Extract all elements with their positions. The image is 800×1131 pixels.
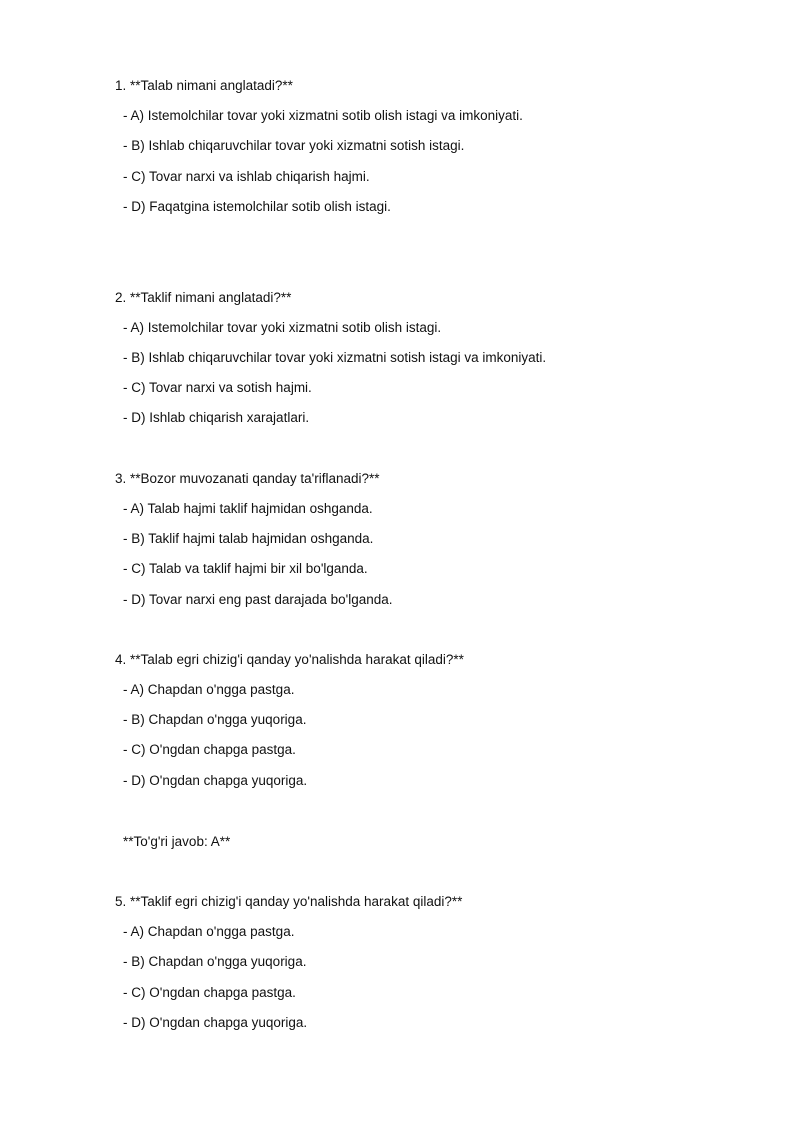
question-4-option-d: - D) O'ngdan chapga yuqoriga.: [123, 773, 308, 788]
question-4-option-c: - C) O'ngdan chapga pastga.: [123, 742, 296, 757]
question-3-option-a: - A) Talab hajmi taklif hajmidan oshganda.: [123, 501, 373, 516]
question-3-option-b: - B) Taklif hajmi talab hajmidan oshganda.: [123, 531, 374, 546]
question-4-option-a: - A) Chapdan o'ngga pastga.: [123, 682, 295, 697]
question-3-title: 3. **Bozor muvozanati qanday ta'riflanadi?**: [115, 471, 380, 486]
question-4-correct-answer: **To'g'ri javob: A**: [123, 834, 231, 849]
question-1-option-c: - C) Tovar narxi va ishlab chiqarish hajmi.: [123, 169, 370, 184]
question-1-option-d: - D) Faqatgina istemolchilar sotib olish istagi.: [123, 199, 391, 214]
question-4-option-b: - B) Chapdan o'ngga yuqoriga.: [123, 712, 307, 727]
question-1-option-b: - B) Ishlab chiqaruvchilar tovar yoki xizmatni sotish istagi.: [123, 138, 465, 153]
question-2-title: 2. **Taklif nimani anglatadi?**: [115, 290, 292, 305]
question-5-option-d: - D) O'ngdan chapga yuqoriga.: [123, 1015, 308, 1030]
question-2-option-d: - D) Ishlab chiqarish xarajatlari.: [123, 410, 310, 425]
question-5-option-a: - A) Chapdan o'ngga pastga.: [123, 924, 295, 939]
question-5-option-c: - C) O'ngdan chapga pastga.: [123, 985, 296, 1000]
question-5-option-b: - B) Chapdan o'ngga yuqoriga.: [123, 954, 307, 969]
question-1-title: 1. **Talab nimani anglatadi?**: [115, 78, 293, 93]
question-3-option-d: - D) Tovar narxi eng past darajada bo'lganda.: [123, 592, 393, 607]
question-2-option-c: - C) Tovar narxi va sotish hajmi.: [123, 380, 312, 395]
question-1-option-a: - A) Istemolchilar tovar yoki xizmatni sotib olish istagi va imkoniyati.: [123, 108, 523, 123]
question-3-option-c: - C) Talab va taklif hajmi bir xil bo'lganda.: [123, 561, 368, 576]
question-2-option-b: - B) Ishlab chiqaruvchilar tovar yoki xizmatni sotish istagi va imkoniyati.: [123, 350, 547, 365]
question-2-option-a: - A) Istemolchilar tovar yoki xizmatni sotib olish istagi.: [123, 320, 442, 335]
question-4-title: 4. **Talab egri chizig'i qanday yo'nalishda harakat qiladi?**: [115, 652, 464, 667]
question-5-title: 5. **Taklif egri chizig'i qanday yo'nalishda harakat qiladi?**: [115, 894, 463, 909]
